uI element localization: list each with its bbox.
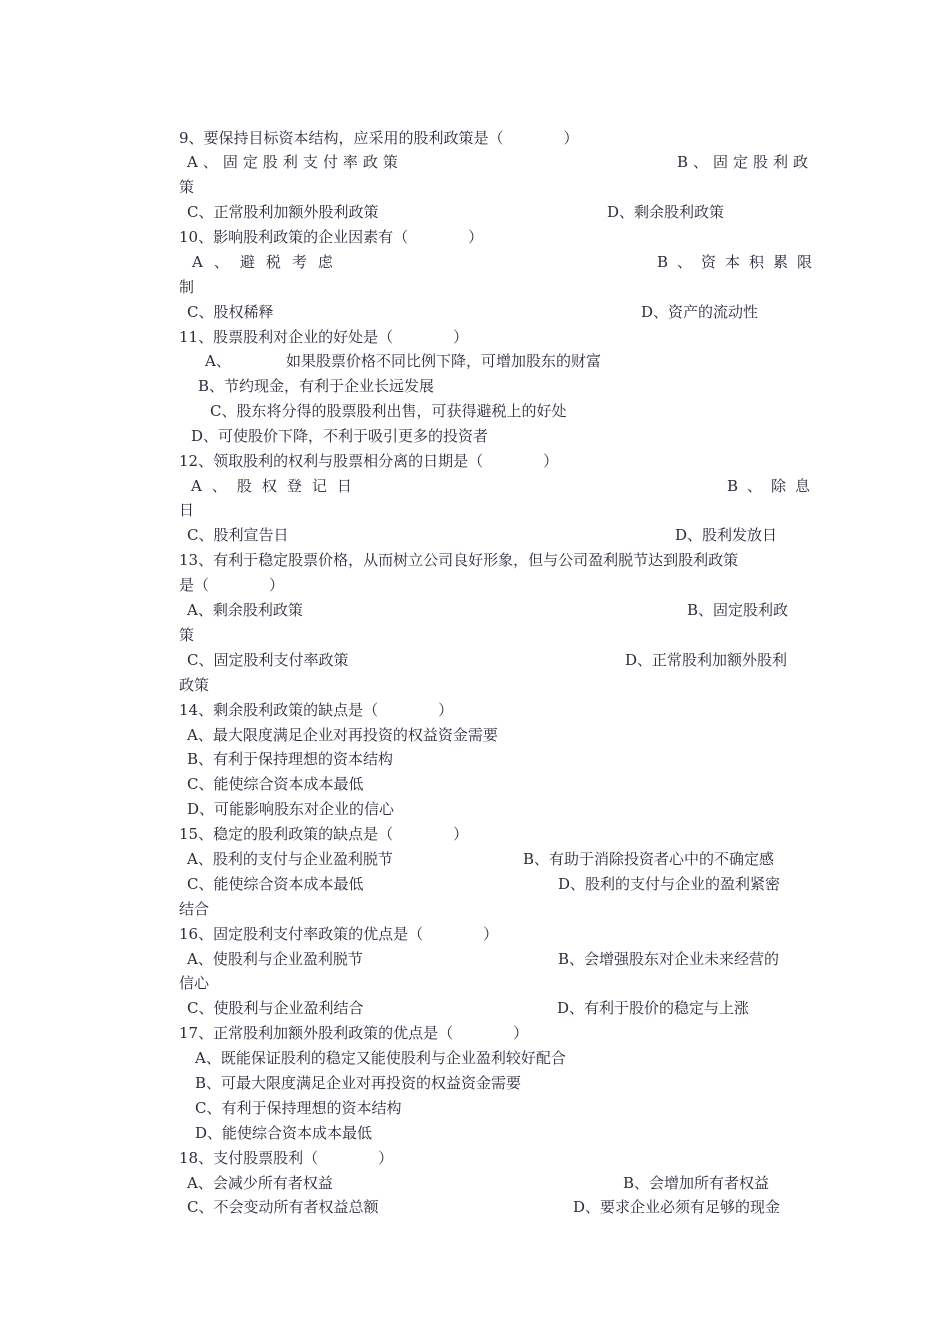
question-12-stem: 12、领取股利的权利与股票相分离的日期是（ ） <box>179 452 559 470</box>
question-18-stem: 18、支付股票股利（ ） <box>179 1149 394 1167</box>
q16-option-b-wrap: 信心 <box>179 974 210 992</box>
q14-option-d: D、可能影响股东对企业的信心 <box>187 800 395 818</box>
q13-option-a: A、剩余股利政策 <box>187 601 303 619</box>
q11-option-d: D、可使股价下降，不利于吸引更多的投资者 <box>191 427 489 445</box>
q15-option-d: D、股利的支付与企业的盈利紧密 <box>558 875 781 893</box>
question-14-stem: 14、剩余股利政策的缺点是（ ） <box>179 701 454 719</box>
q18-option-b: B、会增加所有者权益 <box>623 1174 770 1192</box>
q17-option-c: C、有利于保持理想的资本结构 <box>195 1099 402 1117</box>
question-13-stem-wrap: 是（ ） <box>179 576 285 594</box>
q11-option-c: C、股东将分得的股票股利出售，可获得避税上的好处 <box>210 402 567 420</box>
q12-option-d: D、股利发放日 <box>675 526 778 544</box>
q10-option-b-wrap: 制 <box>179 278 195 296</box>
q10-option-b: B、资本积累限 <box>657 253 822 271</box>
q17-option-d: D、能使综合资本成本最低 <box>195 1124 373 1142</box>
question-13-stem: 13、有利于稳定股票价格，从而树立公司良好形象，但与公司盈利脱节达到股利政策 <box>179 551 739 569</box>
q15-option-c: C、能使综合资本成本最低 <box>187 875 364 893</box>
q12-option-a: A、股权登记日 <box>191 477 362 495</box>
q16-option-c: C、使股利与企业盈利结合 <box>187 999 364 1017</box>
q12-option-b-wrap: 日 <box>179 501 195 519</box>
question-15-stem: 15、稳定的股利政策的缺点是（ ） <box>179 825 469 843</box>
q9-option-b-wrap: 策 <box>179 178 195 196</box>
q9-option-d: D、剩余股利政策 <box>607 203 725 221</box>
q9-option-c: C、正常股利加额外股利政策 <box>187 203 379 221</box>
q17-option-a: A、既能保证股利的稳定又能使股利与企业盈利较好配合 <box>195 1049 566 1067</box>
q9-option-b: B、固定股利政 <box>677 153 814 171</box>
q15-option-a: A、股利的支付与企业盈利脱节 <box>187 850 393 868</box>
q14-option-c: C、能使综合资本成本最低 <box>187 775 364 793</box>
question-17-stem: 17、正常股利加额外股利政策的优点是（ ） <box>179 1024 529 1042</box>
q9-option-a: A、固定股利支付率政策 <box>187 153 403 171</box>
question-10-stem: 10、影响股利政策的企业因素有（ ） <box>179 228 484 246</box>
q11-option-b: B、节约现金，有利于企业长远发展 <box>198 377 435 395</box>
q14-option-a: A、最大限度满足企业对再投资的权益资金需要 <box>187 726 498 744</box>
q13-option-c: C、固定股利支付率政策 <box>187 651 349 669</box>
q10-option-a: A、避税考虑 <box>192 253 344 271</box>
q13-option-b-wrap: 策 <box>179 626 195 644</box>
q18-option-d: D、要求企业必须有足够的现金 <box>573 1198 781 1216</box>
q16-option-d: D、有利于股价的稳定与上涨 <box>557 999 750 1017</box>
q16-option-b: B、会增强股东对企业未来经营的 <box>558 950 780 968</box>
q18-option-a: A、会减少所有者权益 <box>187 1174 333 1192</box>
q13-option-d: D、正常股利加额外股利 <box>625 651 788 669</box>
q16-option-a: A、使股利与企业盈利脱节 <box>187 950 363 968</box>
q10-option-d: D、资产的流动性 <box>641 303 759 321</box>
q14-option-b: B、有利于保持理想的资本结构 <box>187 750 394 768</box>
q11-option-a-text: 如果股票价格不同比例下降，可增加股东的财富 <box>286 352 602 370</box>
q12-option-b: B、除息 <box>727 477 820 495</box>
q18-option-c: C、不会变动所有者权益总额 <box>187 1198 379 1216</box>
q13-option-b: B、固定股利政 <box>687 601 789 619</box>
question-11-stem: 11、股票股利对企业的好处是（ ） <box>179 328 469 346</box>
q15-option-d-wrap: 结合 <box>179 900 210 918</box>
q10-option-c: C、股权稀释 <box>187 303 274 321</box>
q11-option-a-label: A、 <box>205 352 231 370</box>
q17-option-b: B、可最大限度满足企业对再投资的权益资金需要 <box>195 1074 522 1092</box>
q13-option-d-wrap: 政策 <box>179 676 210 694</box>
question-16-stem: 16、固定股利支付率政策的优点是（ ） <box>179 925 499 943</box>
q12-option-c: C、股利宣告日 <box>187 526 289 544</box>
q15-option-b: B、有助于消除投资者心中的不确定感 <box>523 850 775 868</box>
question-9-stem: 9、要保持目标资本结构，应采用的股利政策是（ ） <box>179 129 579 147</box>
